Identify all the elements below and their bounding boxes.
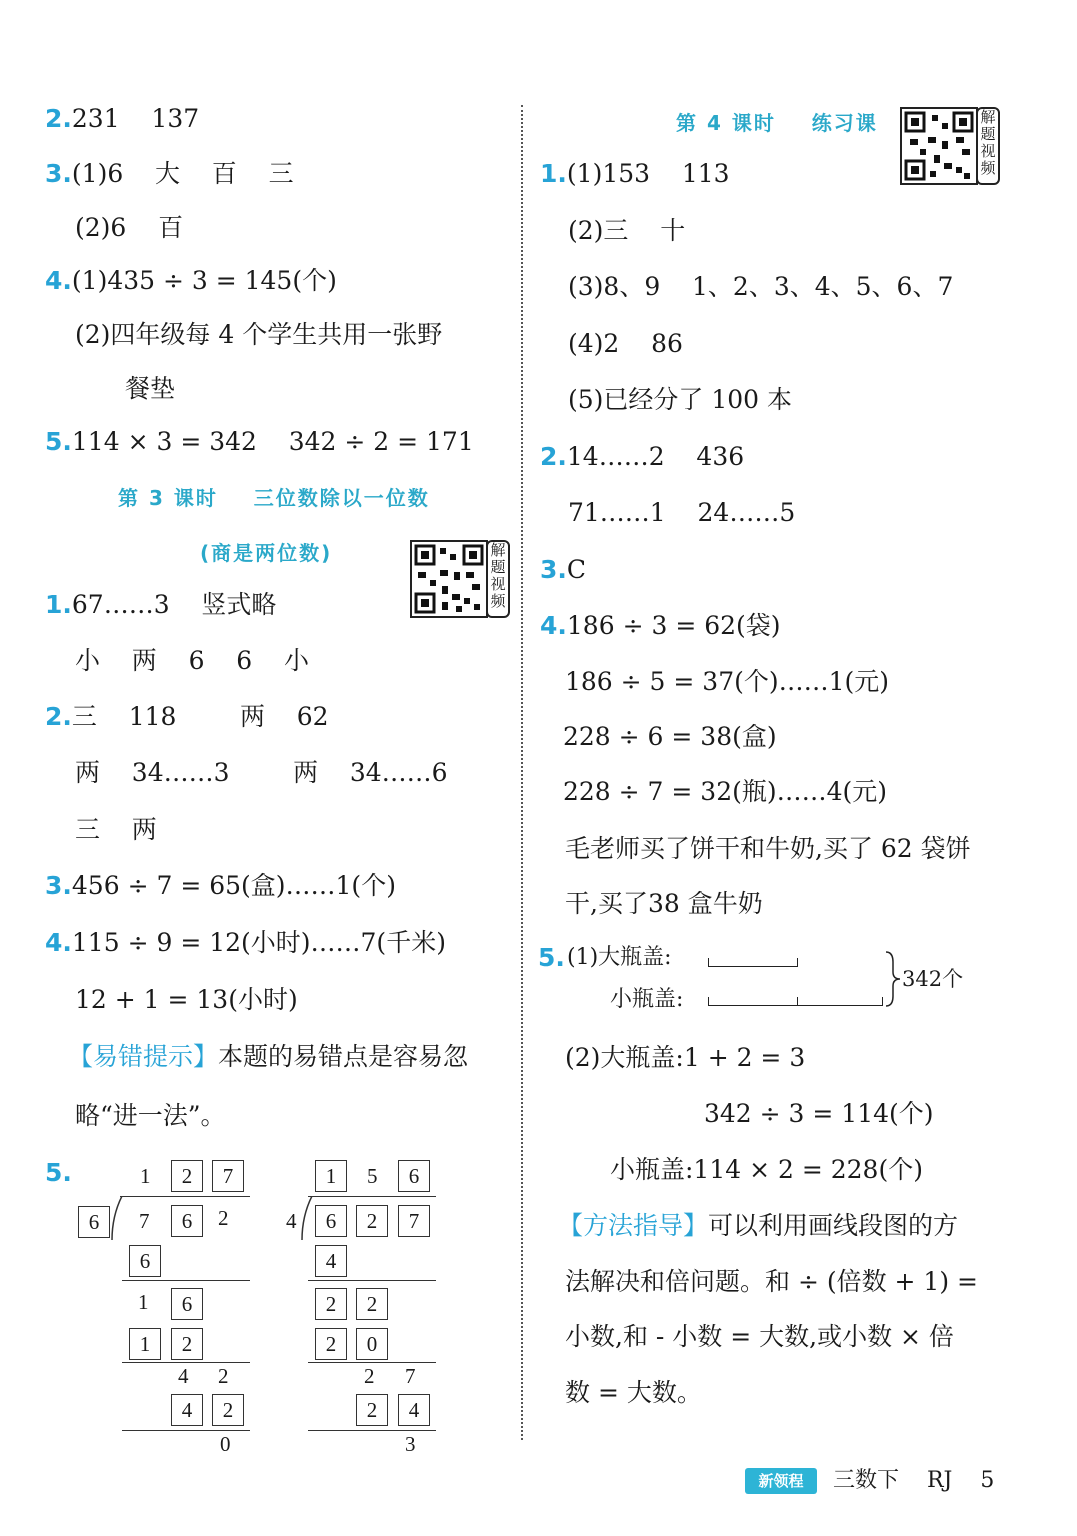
right-line-14: 干,买了38 盒牛奶 bbox=[565, 889, 763, 918]
left-line-10: 2.三 118 两 62 bbox=[45, 702, 329, 731]
error-tip-label: 【易错提示】 bbox=[68, 1042, 219, 1071]
left-line-2: 3.(1)6 大 百 三 bbox=[45, 159, 294, 188]
grade-page-number: 三数下 RJ 5 bbox=[833, 1468, 995, 1493]
method-tip-line-4: 数 = 大数。 bbox=[565, 1378, 702, 1407]
lesson-3-heading: 第 3 课时 三位数除以一位数 bbox=[118, 486, 430, 510]
quotient-box: 1 bbox=[315, 1160, 347, 1192]
left-line-12: 三 两 bbox=[75, 815, 157, 844]
right-line-4: (4)2 86 bbox=[568, 329, 683, 358]
left-line-8: 1.67……3 竖式略 bbox=[45, 590, 277, 619]
step-box: 1 bbox=[129, 1328, 161, 1360]
step-box: 2 bbox=[356, 1288, 388, 1320]
left-line-15: 12 + 1 = 13(小时) bbox=[75, 985, 298, 1014]
right-line-5: (5)已经分了 100 本 bbox=[568, 385, 793, 414]
right-line-18: 小瓶盖:114 × 2 = 228(个) bbox=[610, 1155, 923, 1184]
quotient-digit: 1 bbox=[140, 1164, 151, 1188]
step-line bbox=[122, 1430, 250, 1431]
step-box: 4 bbox=[398, 1394, 430, 1426]
step-digit: 2 bbox=[364, 1364, 375, 1388]
method-tip: 【方法指导】可以利用画线段图的方 bbox=[558, 1211, 959, 1240]
dividend-box: 6 bbox=[171, 1205, 203, 1237]
page-footer bbox=[745, 1466, 1065, 1502]
right-line-12: 228 ÷ 7 = 32(瓶)……4(元) bbox=[563, 777, 888, 806]
step-digit: 1 bbox=[138, 1290, 149, 1314]
quotient-box: 7 bbox=[212, 1160, 244, 1192]
left-line-1: 2.231 137 bbox=[45, 104, 200, 133]
right-line-16: (2)大瓶盖:1 + 2 = 3 bbox=[565, 1043, 806, 1072]
qr-code-right[interactable] bbox=[900, 107, 998, 185]
small-cap-segment-1 bbox=[708, 997, 798, 1006]
dividend-digit: 7 bbox=[139, 1209, 150, 1233]
method-tip-line-2: 法解决和倍问题。和 ÷ (倍数 + 1) = bbox=[565, 1267, 978, 1296]
brace-icon bbox=[884, 950, 902, 1008]
step-line bbox=[308, 1430, 436, 1431]
left-line-4: 4.(1)435 ÷ 3 = 145(个) bbox=[45, 266, 337, 295]
right-line-17: 342 ÷ 3 = 114(个) bbox=[704, 1099, 934, 1128]
brace-total-label: 342个 bbox=[902, 967, 964, 991]
method-tip-label: 【方法指导】 bbox=[558, 1211, 709, 1240]
column-divider bbox=[521, 105, 523, 1440]
quotient-digit: 5 bbox=[367, 1164, 378, 1188]
right-line-6: 2.14……2 436 bbox=[540, 442, 745, 471]
dividend-box: 6 bbox=[315, 1205, 347, 1237]
step-box: 2 bbox=[212, 1394, 244, 1426]
division-bar bbox=[120, 1196, 250, 1197]
step-box: 2 bbox=[171, 1328, 203, 1360]
final-remainder: 3 bbox=[405, 1432, 416, 1456]
dividend-box: 2 bbox=[356, 1205, 388, 1237]
divisor-digit: 4 bbox=[286, 1209, 297, 1233]
divisor-box: 6 bbox=[78, 1206, 110, 1238]
right-line-11: 228 ÷ 6 = 38(盒) bbox=[563, 722, 777, 751]
big-cap-segment bbox=[708, 958, 798, 967]
right-line-7: 71……1 24……5 bbox=[568, 498, 796, 527]
step-box: 4 bbox=[171, 1394, 203, 1426]
left-line-9: 小 两 6 6 小 bbox=[75, 646, 309, 675]
step-box: 4 bbox=[315, 1245, 347, 1277]
small-cap-label: 小瓶盖: bbox=[610, 987, 684, 1012]
step-line bbox=[122, 1280, 250, 1281]
left-line-11: 两 34……3 两 34……6 bbox=[75, 758, 448, 787]
right-question-5-number: 5. bbox=[538, 943, 565, 972]
step-box: 6 bbox=[129, 1245, 161, 1277]
lesson-3-subheading: (商是两位数) bbox=[200, 541, 333, 565]
step-line bbox=[308, 1280, 436, 1281]
qr-label-right: 解题视频 bbox=[976, 107, 1000, 185]
dividend-digit: 2 bbox=[218, 1206, 229, 1230]
dividend-box: 7 bbox=[398, 1205, 430, 1237]
big-cap-label: (1)大瓶盖: bbox=[567, 945, 672, 970]
final-remainder: 0 bbox=[220, 1432, 231, 1456]
step-box: 2 bbox=[315, 1288, 347, 1320]
left-line-3: (2)6 百 bbox=[75, 213, 184, 242]
division-bracket bbox=[110, 1196, 124, 1240]
error-tip: 【易错提示】本题的易错点是容易忽 bbox=[68, 1042, 469, 1071]
right-line-9: 4.186 ÷ 3 = 62(袋) bbox=[540, 611, 781, 640]
qr-code-left[interactable] bbox=[410, 540, 508, 618]
right-line-3: (3)8、9 1、2、3、4、5、6、7 bbox=[568, 272, 954, 301]
right-line-2: (2)三 十 bbox=[568, 216, 686, 245]
qr-code-icon bbox=[410, 540, 488, 618]
right-line-1: 1.(1)153 113 bbox=[540, 159, 730, 188]
left-line-14: 4.115 ÷ 9 = 12(小时)……7(千米) bbox=[45, 928, 446, 957]
left-line-5: (2)四年级每 4 个学生共用一张野 bbox=[75, 320, 443, 349]
right-line-13: 毛老师买了饼干和牛奶,买了 62 袋饼 bbox=[565, 834, 971, 863]
error-tip-line-2: 略“进一法”。 bbox=[75, 1101, 226, 1130]
division-bracket bbox=[300, 1196, 314, 1240]
step-digit: 4 bbox=[178, 1364, 189, 1388]
right-line-10: 186 ÷ 5 = 37(个)……1(元) bbox=[565, 667, 890, 696]
small-cap-segment-2 bbox=[796, 997, 883, 1006]
brand-logo: 新领程 bbox=[745, 1468, 817, 1494]
step-box: 0 bbox=[356, 1328, 388, 1360]
left-line-6: 餐垫 bbox=[125, 374, 176, 403]
step-box: 2 bbox=[315, 1328, 347, 1360]
left-line-13: 3.456 ÷ 7 = 65(盒)……1(个) bbox=[45, 871, 396, 900]
left-line-7: 5.114 × 3 = 342 342 ÷ 2 = 171 bbox=[45, 427, 474, 456]
quotient-box: 2 bbox=[171, 1160, 203, 1192]
step-digit: 2 bbox=[218, 1364, 229, 1388]
quotient-box: 6 bbox=[398, 1160, 430, 1192]
step-box: 6 bbox=[171, 1288, 203, 1320]
question-5-number: 5. bbox=[45, 1158, 72, 1187]
division-bar bbox=[308, 1196, 436, 1197]
qr-label-left: 解题视频 bbox=[486, 540, 510, 618]
step-box: 2 bbox=[356, 1394, 388, 1426]
method-tip-line-3: 小数,和 - 小数 = 大数,或小数 × 倍 bbox=[565, 1322, 954, 1351]
right-line-8: 3.C bbox=[540, 555, 587, 584]
lesson-4-heading: 第 4 课时 练习课 bbox=[676, 111, 878, 135]
step-digit: 7 bbox=[405, 1364, 416, 1388]
qr-code-icon bbox=[900, 107, 978, 185]
